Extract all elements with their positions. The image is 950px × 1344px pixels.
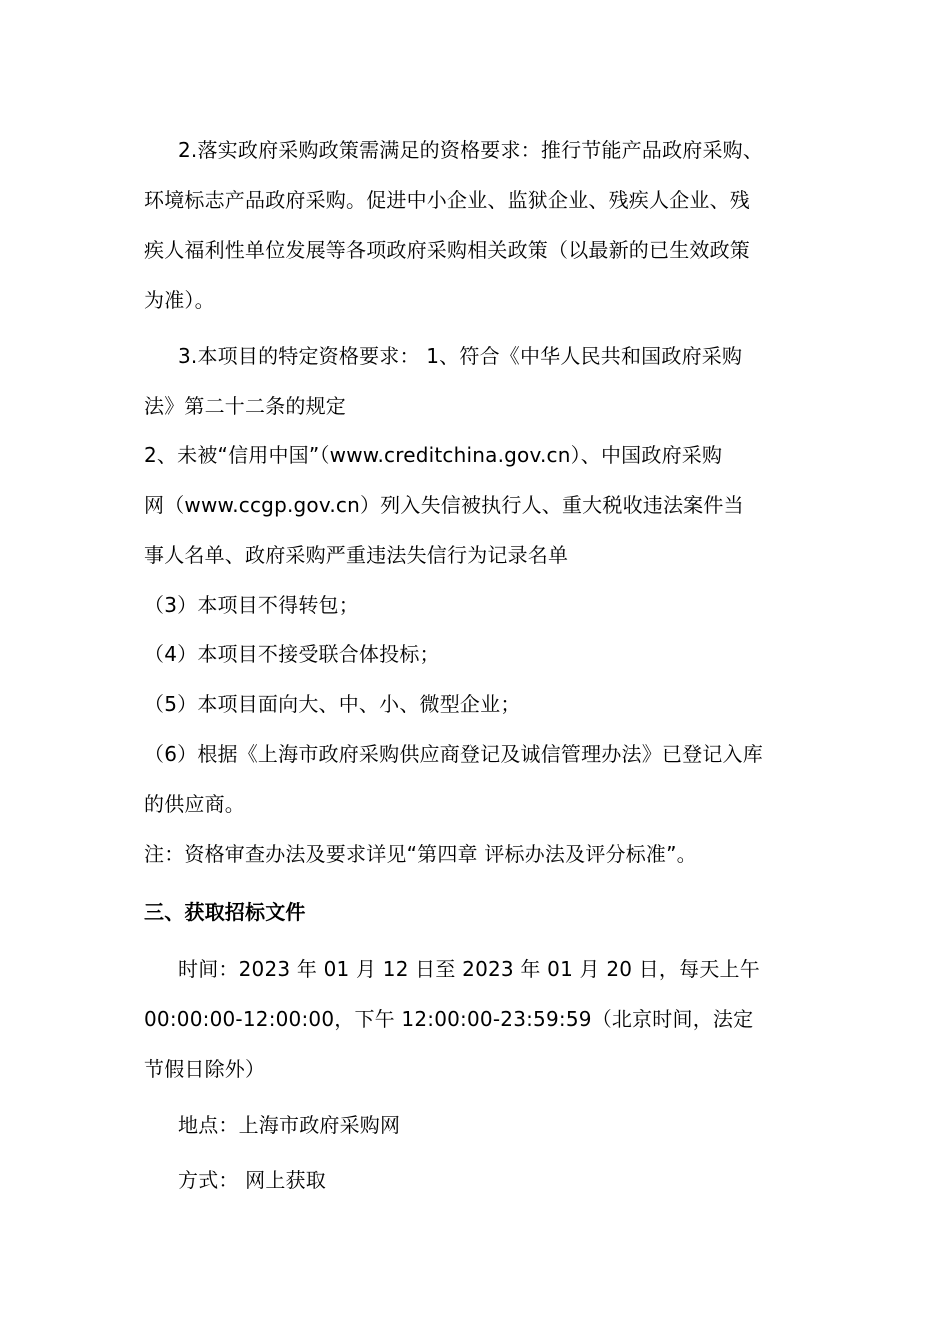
credit-requirement-line-2: 网（www.ccgp.gov.cn）列入失信被执行人、重大税收违法案件当 [144, 493, 744, 517]
credit-requirement-line-3: 事人名单、政府采购严重违法失信行为记录名单 [144, 543, 569, 567]
time-line-3: 节假日除外） [144, 1057, 266, 1081]
qualification-note: 注：资格审查办法及要求详见“第四章 评标办法及评分标准”。 [144, 842, 697, 866]
credit-requirement-line-1: 2、未被“信用中国”（www.creditchina.gov.cn）、中国政府采购 [144, 443, 723, 467]
list-item-no-subcontract: （3）本项目不得转包； [144, 593, 359, 617]
section-heading-obtain-documents: 三、获取招标文件 [144, 900, 306, 924]
time-line-1: 时间：2023 年 01 月 12 日至 2023 年 01 月 20 日，每天上午 [178, 957, 760, 981]
policy-requirements-line-3: 疾人福利性单位发展等各项政府采购相关政策（以最新的已生效政策 [144, 238, 750, 262]
specific-requirements-line-1: 3.本项目的特定资格要求： 1、符合《中华人民共和国政府采购 [178, 344, 743, 368]
method-text: 方式： 网上获取 [178, 1168, 326, 1192]
list-item-registered-supplier-line-1: （6）根据《上海市政府采购供应商登记及诚信管理办法》已登记入库 [144, 742, 763, 766]
policy-requirements-line-4: 为准）。 [144, 288, 215, 312]
policy-requirements-line-2: 环境标志产品政府采购。促进中小企业、监狱企业、残疾人企业、残 [144, 188, 750, 212]
list-item-enterprise-size: （5）本项目面向大、中、小、微型企业； [144, 692, 521, 716]
policy-requirements-line-1: 2.落实政府采购政策需满足的资格要求：推行节能产品政府采购、 [178, 138, 764, 162]
specific-requirements-line-2: 法》第二十二条的规定 [144, 394, 346, 418]
time-line-2: 00:00:00-12:00:00，下午 12:00:00-23:59:59（北京时间，法定 [144, 1007, 754, 1031]
list-item-no-consortium: （4）本项目不接受联合体投标； [144, 642, 440, 666]
location-text: 地点：上海市政府采购网 [178, 1113, 401, 1137]
list-item-registered-supplier-line-2: 的供应商。 [144, 792, 245, 816]
